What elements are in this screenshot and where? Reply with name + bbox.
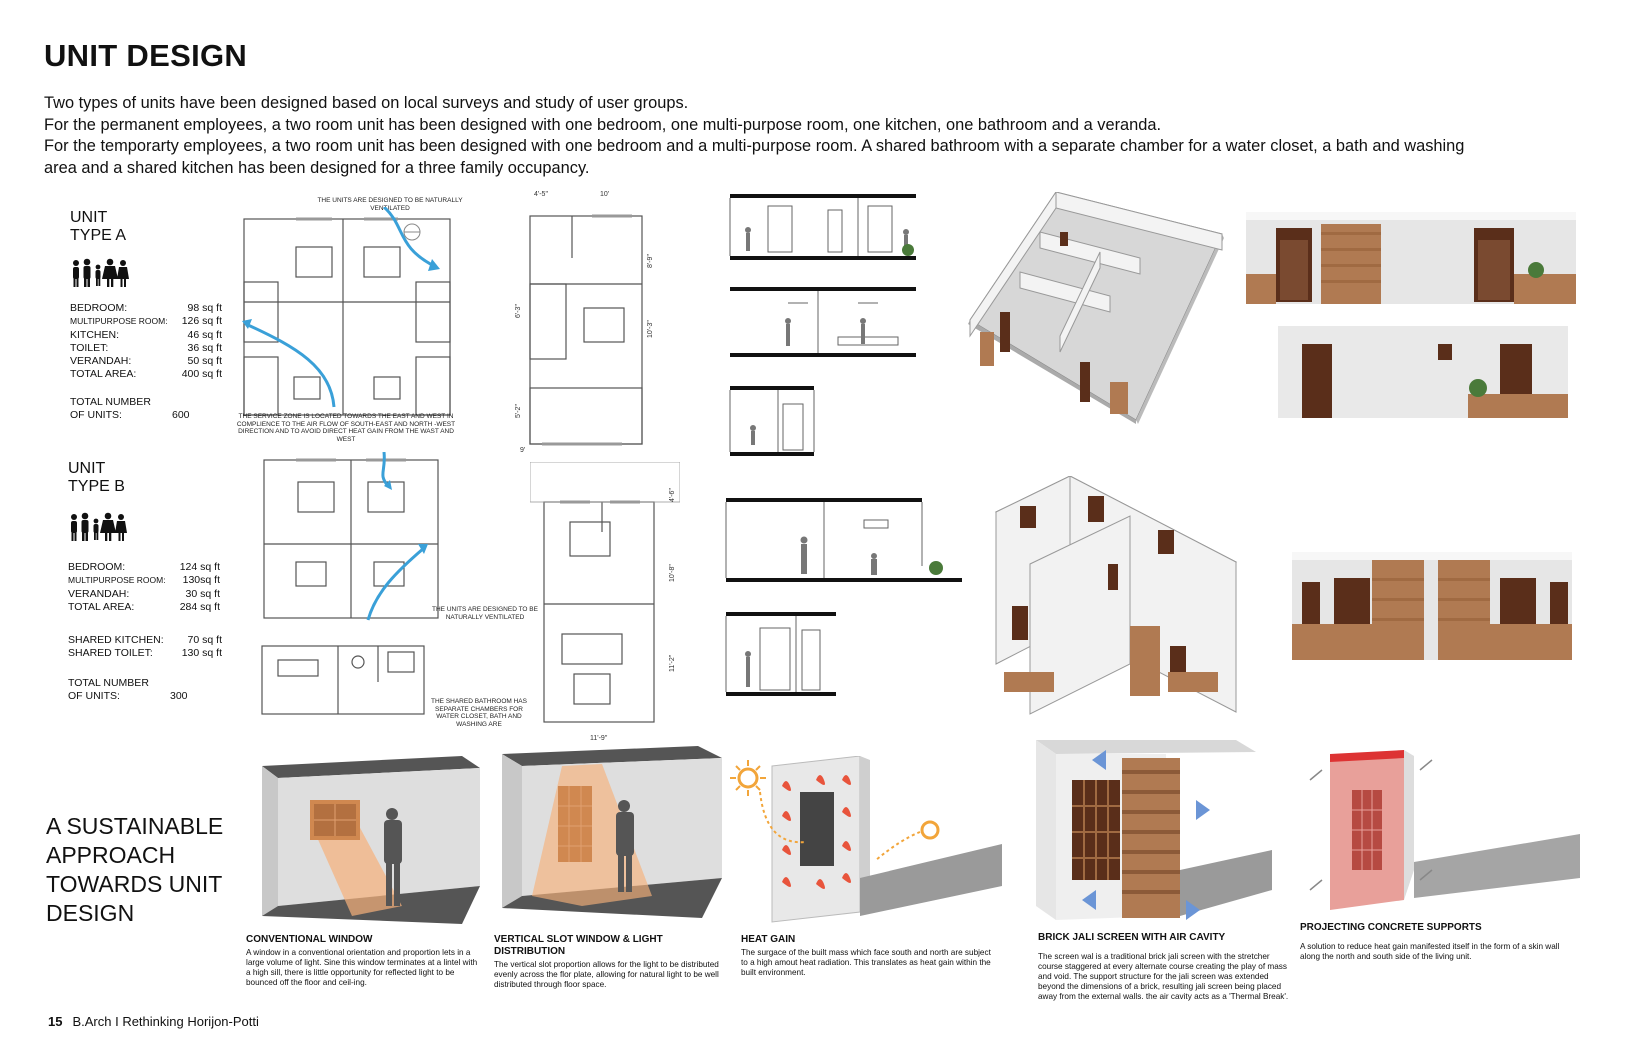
plan-b-note-2: THE SHARED BATHROOM HAS SEPARATE CHAMBERS FOR WATER CLOSET, BATH AND WASHING ARE	[431, 698, 527, 728]
footer-text: B.Arch I Rethinking Horijon-Potti	[72, 1014, 259, 1029]
panel-title: VERTICAL SLOT WINDOW & LIGHT DISTRIBUTION	[494, 934, 663, 957]
intro-line-3: For the temporarty employees, a two room unit has been designed with one bedroom and a multi-purpose room. A shared bathroom with a separate chamber for a water closet, a bath and washing	[44, 137, 1465, 155]
stat-value: 126 sq ft	[181, 315, 222, 328]
family-figures-icon	[70, 258, 134, 288]
stat-label: TOTAL AREA:	[68, 600, 135, 613]
stat-value: 50 sq ft	[187, 355, 222, 368]
stat-value: 30 sq ft	[185, 587, 220, 600]
unit-a-section-3	[728, 384, 818, 460]
panel-title: CONVENTIONAL WINDOW	[246, 934, 373, 945]
panel-title: BRICK JALI SCREEN WITH AIR CAVITY	[1038, 932, 1226, 943]
dim-text: 10'-8"	[669, 564, 676, 582]
total-label-2: OF UNITS:	[68, 690, 120, 703]
unit-b-total	[68, 677, 188, 704]
stat-row	[70, 355, 222, 368]
unit-a-elevation-1	[1246, 212, 1576, 304]
plan-a-note-bottom: THE SERVICE ZONE IS LOCATED TOWARDS THE EAST AND WEST IN COMPLIENCE TO THE AIR FLOW OF SOUTH-EAST AND NORTH -WEST DIRECTION AND TO AVOID DIRECT HEAT GAIN FROM THE WAST AND WEST	[236, 413, 456, 443]
unit-a-title-line1: UNIT	[70, 209, 108, 226]
unit-b-title	[68, 460, 125, 496]
unit-b-section-1	[724, 496, 964, 586]
plan-b-note-1: THE UNITS ARE DESIGNED TO BE NATURALLY VENTILATED	[432, 606, 538, 621]
stat-value: 70 sq ft	[187, 634, 222, 646]
panel-conventional-window	[246, 934, 482, 988]
intro-line-1: Two types of units have been designed based on local surveys and study of user groups.	[44, 94, 689, 112]
family-icon	[68, 512, 132, 542]
stat-label: SHARED TOILET:	[68, 647, 153, 660]
stat-row	[70, 329, 222, 342]
dim-text: 11'-2"	[669, 654, 676, 672]
unit-a-section-2	[728, 285, 918, 361]
dim-text: 10'-3"	[647, 320, 654, 338]
stat-row	[68, 561, 220, 574]
stat-value: 98 sq ft	[187, 302, 222, 314]
plan-a-note-top: THE UNITS ARE DESIGNED TO BE NATURALLY VENTILATED	[317, 197, 463, 212]
unit-a-axonometric	[960, 192, 1230, 424]
total-label-2: OF UNITS:	[70, 409, 122, 422]
panel-body: The vertical slot proportion allows for the light to be distributed evenly across the flor plate, allowing for natural light to be well distributed through floor space.	[494, 960, 719, 989]
unit-b-title-line1: UNIT	[68, 460, 106, 477]
stat-label: MULTIPURPOSE ROOM:	[68, 575, 166, 586]
panel-concrete-supports	[1300, 922, 1568, 962]
stat-row	[68, 647, 222, 660]
unit-a-section-1	[728, 192, 918, 264]
dim-text: 9'	[520, 447, 526, 454]
unit-b-section-2	[724, 610, 840, 700]
unit-b-elevation	[1292, 552, 1572, 660]
shared-bathroom-plan	[258, 642, 428, 718]
unit-b-ventilation-plan	[256, 452, 446, 622]
page-footer	[48, 1014, 259, 1029]
sustainable-heading-line: DESIGN	[46, 900, 135, 926]
conventional-window-illustration	[262, 756, 480, 924]
panel-title: PROJECTING CONCRETE SUPPORTS	[1300, 922, 1482, 933]
unit-a-total	[70, 396, 190, 423]
sustainable-heading	[46, 812, 223, 928]
stat-value: 400 sq ft	[181, 368, 222, 381]
stat-value: 46 sq ft	[187, 328, 222, 341]
stat-label: VERANDAH:	[68, 587, 130, 600]
stat-row	[68, 634, 222, 647]
unit-b-axonometric	[990, 476, 1240, 720]
dim-text: 4'-6"	[669, 488, 676, 502]
dim-text: 11'-9"	[590, 735, 608, 742]
stat-row	[68, 601, 220, 614]
family-icon	[70, 258, 134, 288]
panel-brick-jali	[1038, 932, 1294, 1002]
stat-row	[68, 574, 220, 587]
intro-line-4: area and a shared kitchen has been designed for a three family occupancy.	[44, 159, 590, 177]
dim-text: 4'-5"	[534, 191, 548, 198]
unit-a-ventilation-plan	[236, 207, 458, 422]
panel-body: A window in a conventional orientation and proportion lets in a large volume of light. Sine this window terminates at a lintel with a high sill, there is little opportunity for reflected light to be bounced off the floor and ceil-ing.	[246, 948, 478, 987]
panel-vertical-slot	[494, 934, 730, 990]
unit-a-title	[70, 209, 126, 245]
stat-label: TOILET:	[70, 341, 109, 354]
panel-body: The surgace of the built mass which face south and north are subject to a high amout heat radiation. This translates as heat gain within the built environment.	[741, 948, 991, 977]
stat-label: BEDROOM:	[70, 302, 128, 314]
dim-text: 8'-9"	[647, 254, 654, 268]
stat-value: 130 sq ft	[181, 647, 222, 660]
dim-text: 5'-2"	[515, 404, 522, 418]
unit-b-stats	[68, 561, 220, 614]
stat-label: VERANDAH:	[70, 355, 132, 368]
stat-label: KITCHEN:	[70, 328, 120, 341]
panel-body: The screen wal is a traditional brick jali screen with the stretcher course staggered at every alternate course creating the play of mass and void. The support structure for the jali screen was extended beyond the dimensions of a brick, resulting jali screen being placed away from the external walls. the air cavity acts as a 'Thermal Break'.	[1038, 952, 1289, 1001]
panel-body: A solution to reduce heat gain manifested itself in the form of a skin wall along the north and south side of the living unit.	[1300, 942, 1560, 961]
unit-a-elevation-2	[1278, 326, 1568, 418]
dim-text: 10'	[600, 191, 610, 198]
sun-icon	[730, 760, 766, 796]
unit-b-title-line2: TYPE B	[68, 478, 125, 495]
family-figures-icon	[68, 512, 132, 542]
stat-row	[70, 315, 222, 328]
total-label-1: TOTAL NUMBER	[70, 396, 151, 408]
brick-jali-illustration	[1036, 740, 1272, 922]
stat-row	[70, 368, 222, 381]
stat-row	[68, 588, 220, 601]
stat-label: TOTAL AREA:	[70, 368, 137, 381]
panel-title: HEAT GAIN	[741, 934, 796, 945]
sustainable-heading-line: TOWARDS UNIT	[46, 871, 223, 897]
unit-a-dimension-plan	[512, 188, 662, 458]
concrete-supports-illustration	[1300, 750, 1580, 910]
stat-row	[70, 302, 222, 315]
vertical-slot-window-illustration	[502, 746, 722, 918]
panel-heat-gain	[741, 934, 999, 978]
unit-a-stats	[70, 302, 222, 382]
unit-b-shared	[68, 634, 222, 661]
stat-row	[70, 342, 222, 355]
unit-a-title-line2: TYPE A	[70, 227, 127, 244]
sustainable-heading-line: APPROACH	[46, 842, 176, 868]
stat-label: BEDROOM:	[68, 561, 126, 573]
dim-text: 6'-3"	[515, 304, 522, 318]
page-number: 15	[48, 1014, 63, 1029]
stat-value: 130sq ft	[182, 574, 220, 587]
sun-icon	[922, 822, 938, 838]
unit-b-dimension-plan	[530, 462, 680, 742]
total-value: 300	[170, 690, 188, 703]
total-value: 600	[172, 409, 190, 422]
stat-value: 124 sq ft	[179, 561, 220, 573]
intro-line-2: For the permanent employees, a two room unit has been designed with one bedroom, one multi-purpose room, one kitchen, one bathroom and a veranda.	[44, 116, 1162, 134]
stat-value: 284 sq ft	[179, 600, 220, 613]
sustainable-heading-line: A SUSTAINABLE	[46, 813, 224, 839]
total-label-1: TOTAL NUMBER	[68, 677, 149, 689]
heat-gain-illustration	[730, 756, 1002, 926]
stat-value: 36 sq ft	[187, 341, 222, 354]
stat-label: SHARED KITCHEN:	[68, 634, 164, 646]
page-title: UNIT DESIGN	[44, 38, 248, 73]
stat-label: MULTIPURPOSE ROOM:	[70, 316, 168, 327]
